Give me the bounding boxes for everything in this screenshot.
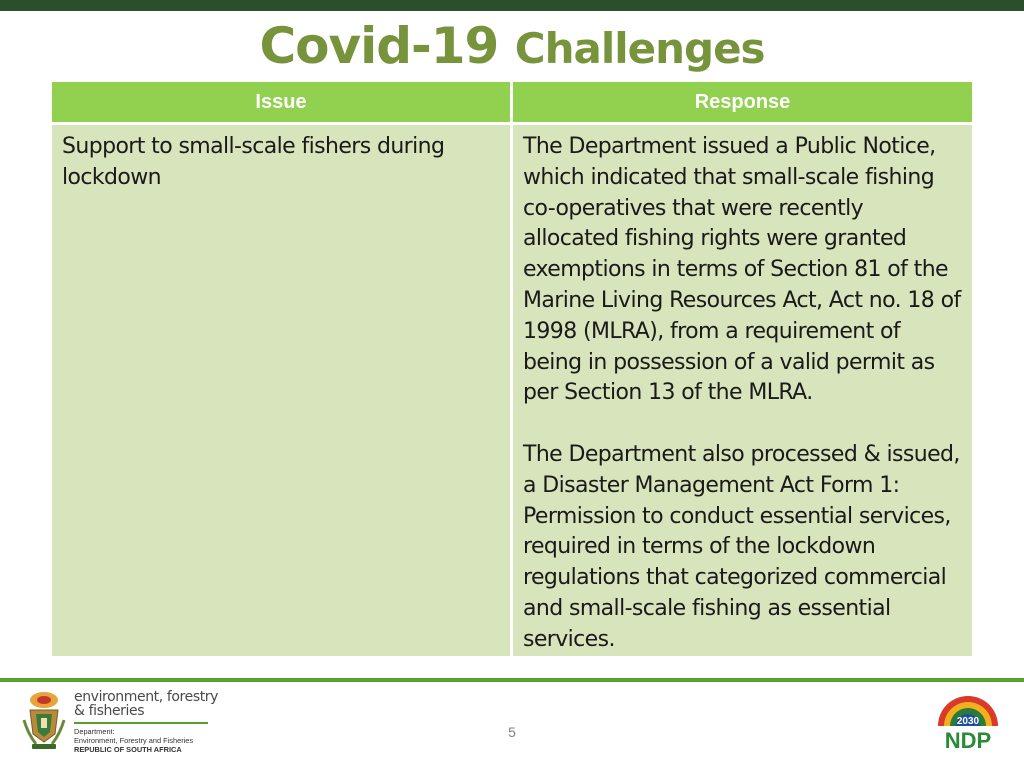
department-logo [22, 690, 222, 760]
logo-line1: environment, forestry [74, 689, 219, 705]
footer-divider [0, 678, 1024, 682]
page-number: 5 [508, 724, 516, 740]
response-paragraph-1: The Department issued a Public Notice, which indicated that small-scale fishing co-operatives that were recently allocated fishing rights were granted exemptions in terms of Section 81 of the Marine Living Resources Act, Act no. 18 of 1998 (MLRA), from a requirement of being in possession of a valid permit as per Section 13 of the MLRA. [523, 134, 961, 406]
title-main: Covid-19 [259, 17, 499, 75]
response-cell [513, 125, 972, 656]
title-sub: Challenges [514, 24, 765, 73]
challenges-table [52, 82, 972, 656]
issue-cell [52, 125, 510, 656]
logo-rule [74, 722, 208, 724]
ndp-year: 2030 [956, 716, 980, 727]
response-paragraph-2: The Department also processed & issued, a Disaster Management Act Form 1: Permission to conduct essential services, required in terms of the lockdown regulations that categorized commercial and small-scale fishing as essential services. [523, 441, 960, 652]
header-response: Response [513, 82, 972, 122]
ndp-text: NDP [944, 728, 992, 752]
slide-title [0, 14, 1024, 81]
logo-line2: & fisheries [74, 703, 145, 719]
top-bar [0, 0, 1024, 11]
department-logo-text [74, 690, 224, 754]
logo-small3: REPUBLIC OF SOUTH AFRICA [74, 745, 182, 754]
coat-of-arms-icon [22, 690, 66, 752]
ndp-2030-logo-icon [934, 686, 1002, 752]
logo-small2: Environment, Forestry and Fisheries [74, 736, 194, 745]
issue-text: Support to small-scale fishers during lockdown [62, 134, 445, 190]
header-issue: Issue [52, 82, 510, 122]
logo-small1: Department: [74, 727, 115, 736]
